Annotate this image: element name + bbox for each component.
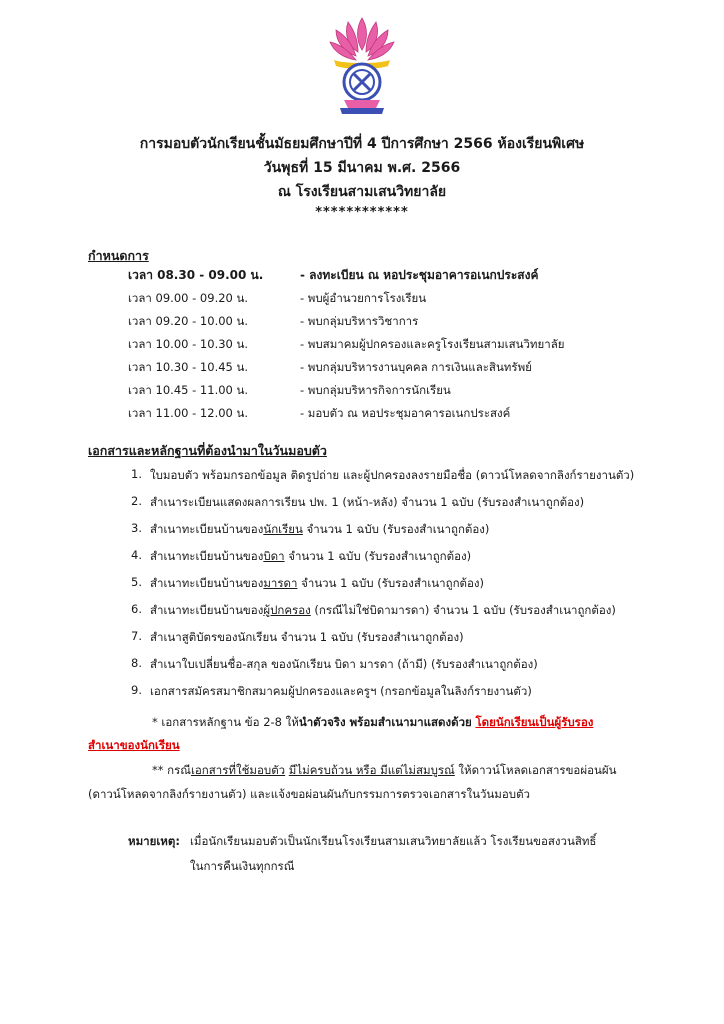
item-text: สำเนาระเบียนแสดงผลการเรียน ปพ. 1 (หน้า-หลัง) จำนวน 1 ฉบับ (รับรองสำเนาถูกต้อง) [150, 495, 585, 509]
item-number: 9. [131, 683, 142, 697]
schedule-activity: - พบกลุ่มบริหารกิจการนักเรียน [300, 383, 451, 397]
schedule-row [0, 266, 724, 288]
schedule-row [0, 313, 724, 335]
item-number: 1. [131, 467, 142, 481]
document-item [0, 656, 724, 678]
remark-line-1: เมื่อนักเรียนมอบตัวเป็นนักเรียนโรงเรียนสามเสนวิทยาลัยแล้ว โรงเรียนขอสงวนสิทธิ์ [190, 834, 597, 848]
item-number: 8. [131, 656, 142, 670]
title-line-1: การมอบตัวนักเรียนชั้นมัธยมศึกษาปีที่ 4 ปีการศึกษา 2566 ห้องเรียนพิเศษ [139, 136, 585, 152]
schedule-time: เวลา 09.20 - 10.00 น. [128, 314, 249, 328]
document-item [0, 629, 724, 651]
item-number: 3. [131, 521, 142, 535]
schedule-heading: กำหนดการ [88, 248, 149, 263]
schedule-row [0, 405, 724, 427]
item-number: 5. [131, 575, 142, 589]
note-evidence: * เอกสารหลักฐาน ข้อ 2-8 ให้นำตัวจริง พร้อมสำเนามาแสดงด้วย โดยนักเรียนเป็นผู้รับรอง [152, 715, 594, 729]
item-text: สำเนาทะเบียนบ้านของนักเรียน จำนวน 1 ฉบับ (รับรองสำเนาถูกต้อง) [150, 522, 490, 536]
item-number: 4. [131, 548, 142, 562]
document-item [0, 575, 724, 597]
schedule-time: เวลา 10.00 - 10.30 น. [128, 337, 249, 351]
schedule-activity: - พบผู้อำนวยการโรงเรียน [300, 291, 427, 305]
schedule-activity: - มอบตัว ณ หอประชุมอาคารอเนกประสงค์ [300, 406, 511, 420]
item-text: สำเนาใบเปลี่ยนชื่อ-สกุล ของนักเรียน บิดา มารดา (ถ้ามี) (รับรองสำเนาถูกต้อง) [150, 657, 538, 671]
item-number: 2. [131, 494, 142, 508]
schedule-row [0, 359, 724, 381]
documents-heading: เอกสารและหลักฐานที่ต้องนำมาในวันมอบตัว [88, 443, 327, 458]
item-text: เอกสารสมัครสมาชิกสมาคมผู้ปกครองและครูฯ (กรอกข้อมูลในลิงก์รายงานตัว) [150, 684, 532, 698]
schedule-time: เวลา 08.30 - 09.00 น. [128, 268, 264, 282]
item-text: สำเนาทะเบียนบ้านของบิดา จำนวน 1 ฉบับ (รับรองสำเนาถูกต้อง) [150, 549, 472, 563]
remark-line-2: ในการคืนเงินทุกกรณี [190, 859, 295, 873]
schedule-time: เวลา 11.00 - 12.00 น. [128, 406, 249, 420]
schedule-activity: - ลงทะเบียน ณ หอประชุมอาคารอเนกประสงค์ [300, 268, 539, 282]
schedule-row [0, 336, 724, 358]
document-item [0, 521, 724, 543]
title-date: วันพุธที่ 15 มีนาคม พ.ศ. 2566 [263, 160, 461, 176]
document-item [0, 602, 724, 624]
document-item [0, 494, 724, 516]
schedule-activity: - พบกลุ่มบริหารวิชาการ [300, 314, 419, 328]
document-item [0, 683, 724, 705]
remark-label: หมายเหตุ: [128, 834, 180, 848]
item-text: สำเนาทะเบียนบ้านของมารดา จำนวน 1 ฉบับ (รับรองสำเนาถูกต้อง) [150, 576, 485, 590]
document-item [0, 548, 724, 570]
schedule-row [0, 382, 724, 404]
schedule-activity: - พบสมาคมผู้ปกครองและครูโรงเรียนสามเสนวิทยาลัย [300, 337, 565, 351]
document-item [0, 467, 724, 489]
item-text: สำเนาสูติบัตรของนักเรียน จำนวน 1 ฉบับ (รับรองสำเนาถูกต้อง) [150, 630, 464, 644]
title-divider: ************ [315, 205, 409, 220]
schedule-activity: - พบกลุ่มบริหารงานบุคคล การเงินและสินทรัพย์ [300, 360, 532, 374]
item-number: 6. [131, 602, 142, 616]
schedule-time: เวลา 10.30 - 10.45 น. [128, 360, 249, 374]
schedule-time: เวลา 09.00 - 09.20 น. [128, 291, 249, 305]
item-number: 7. [131, 629, 142, 643]
school-emblem-icon [326, 14, 398, 118]
schedule-row [0, 290, 724, 312]
note-deferral: ** กรณีเอกสารที่ใช้มอบตัว มีไม่ครบถ้วน หรือ มีแต่ไม่สมบูรณ์ ให้ดาวน์โหลดเอกสารขอผ่อนผัน [152, 763, 617, 777]
note-evidence-cont: สำเนาของนักเรียน [88, 738, 180, 752]
item-text: ใบมอบตัว พร้อมกรอกข้อมูล ติดรูปถ่าย และผู้ปกครองลงรายมือชื่อ (ดาวน์โหลดจากลิงก์รายงานตัว) [150, 468, 635, 482]
title-venue: ณ โรงเรียนสามเสนวิทยาลัย [277, 184, 447, 200]
item-text: สำเนาทะเบียนบ้านของผู้ปกครอง (กรณีไม่ใช่บิดามารดา) จำนวน 1 ฉบับ (รับรองสำเนาถูกต้อง) [150, 603, 616, 617]
note-deferral-cont: (ดาวน์โหลดจากลิงก์รายงานตัว) และแจ้งขอผ่อนผันกับกรรมการตรวจเอกสารในวันมอบตัว [88, 787, 530, 801]
schedule-time: เวลา 10.45 - 11.00 น. [128, 383, 249, 397]
